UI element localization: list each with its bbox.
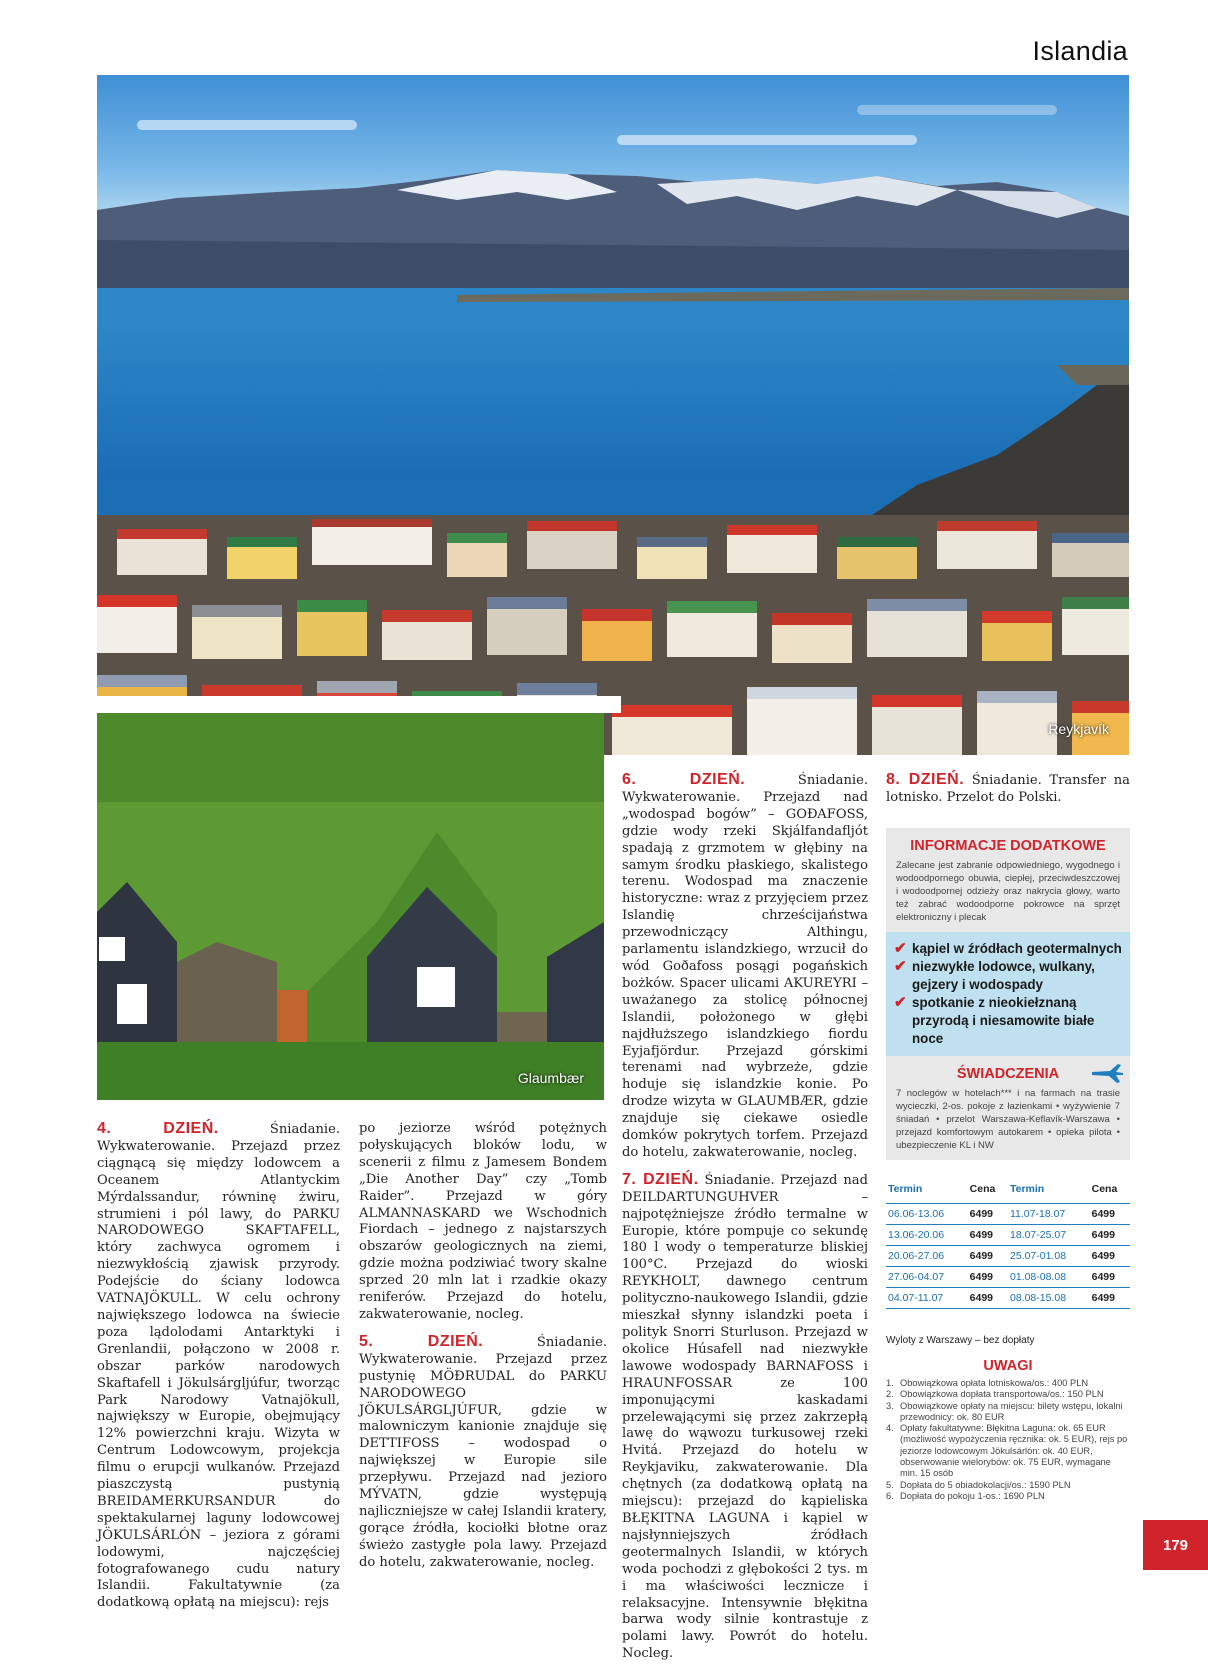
glaumbaer-caption: Glaumbær <box>517 1070 584 1086</box>
check-icon: ✔ <box>894 958 907 975</box>
highlight-item: ✔ spotkanie z nieokiełznaną przyrodą i niesamowite białe noce <box>894 994 1095 1046</box>
swiadczenia-header <box>886 1056 1130 1082</box>
swiadczenia-title: ŚWIADCZENIA <box>956 1066 1060 1082</box>
reykjavik-caption: Reykjavík <box>1048 721 1109 737</box>
column-2 <box>359 1121 607 1580</box>
coastline <box>857 365 1129 525</box>
day-4-text: Śniadanie. Wykwaterowanie. Przejazd przez ciągnącą się między lodowcem a Oceanem Atlantyckim Mýrdalssandur, równinę żwiru, strumieni i pól lawy, do PARKU NARODOWEGO SKAFTAFELL, który zachwyca ogromem i niezwykłością zjawisk przyrody. Podejście do ściany lodowca VATNAJÖKULL. W celu ochrony największego lodowca na świecie poza lądolodami Antarktyki i Grenlandii, połączono w 2008 r. obszar parków narodowych Skaftafell i Jökulsárgljúfur, tworząc Park Narodowy Vatnajökull, największy w Europie, obejmujący 12% powierzchni kraju. Wizyta w Centrum Lodowcowym, projekcja filmu o erupcji wulkanów. Przejazd piaszczystą pustynią BREIDAMERKURSANDUR do spektakularnej laguny lodowcowej JÖKULSÁRLÓN – jeziora z górami lodowymi, najczęściej fotografowanego cudu natury Islandii. Fakultatywnie (za dodatkową opłatą na miejscu): rejs <box>97 1122 340 1611</box>
day-4-heading: 4. DZIEŃ. <box>97 1120 219 1137</box>
table-row: 13.06-20.06 6499 18.07-25.07 6499 <box>886 1225 1130 1246</box>
table-row: 20.06-27.06 6499 25.07-01.08 6499 <box>886 1246 1130 1267</box>
price-table <box>886 1180 1130 1309</box>
info-title: INFORMACJE DODATKOWE <box>910 838 1106 854</box>
check-icon: ✔ <box>894 940 907 957</box>
mountain-range <box>97 170 1129 350</box>
day-8-text: Śniadanie. Transfer na lotnisko. Przelot do Polski. <box>886 773 1130 805</box>
list-item: 3. Obowiązkowe opłaty na miejscu: bilety wstępu, lokalni przewodnicy: ok. 80 EUR <box>886 1400 1123 1422</box>
day-6-text: Śniadanie. Wykwaterowanie. Przejazd nad „wodospad bogów” – GOÐAFOSS, gdzie wody rzeki Skjálfandafljót spadają z grzmotem w głębiny na samym środku płaskiego, skalistego terenu. Wodospad ma znaczenie historyczne: wraz z przyjęciem przez Islandię chrześcijaństwa przewodniczący Althingu, parlamentu islandzkiego, wrzucił do wód Goðafoss posągi pogańskich bożków. Spacer ulicami AKUREYRI – uważanego za stolicę północnej Islandii, położonego w głębi najdłuższego islandzkiego fiordu Eyjafjördur. Przejazd górskimi terenami nad wybrzeże, gdzie hoduje się islandzkie konie. Po drodze wizyta w GLAUMBÆR, gdzie znajduje się ciekawe osiedle domków pokrytych torfem. Przejazd do hotelu, zakwaterowanie, nocleg. <box>622 773 868 1160</box>
header-cena: Cena <box>969 1183 996 1195</box>
list-item: 1. Obowiązkowa opłata lotniskowa/os.: 400 PLN <box>886 1378 1089 1388</box>
info-box <box>886 828 1130 1160</box>
header-termin: Termin <box>888 1183 923 1195</box>
day-8-heading: 8. DZIEŃ. <box>886 771 965 788</box>
table-row: 06.06-13.06 6499 11.07-18.07 6499 <box>886 1204 1130 1225</box>
turf-houses <box>97 712 604 1100</box>
airplane-icon <box>1090 1062 1124 1084</box>
table-header-row <box>886 1180 1130 1204</box>
uwagi-list <box>886 1378 1130 1502</box>
departure-note: Wyloty z Warszawy – bez dopłaty <box>886 1335 1035 1346</box>
day-7-heading: 7. DZIEŃ. <box>622 1170 699 1188</box>
check-icon: ✔ <box>894 994 907 1011</box>
uwagi-title: UWAGI <box>983 1358 1033 1374</box>
page-number: 179 <box>1143 1520 1208 1570</box>
highlights-list <box>886 932 1130 1056</box>
day-5-heading: 5. DZIEŃ. <box>359 1332 484 1350</box>
table-row: 04.07-11.07 6499 08.08-15.08 6499 <box>886 1288 1130 1309</box>
page-title: Islandia <box>1032 36 1128 66</box>
day-7-text: Śniadanie. Przejazd nad DEILDARTUNGUHVER – najpotężniejsze źródło termalne w Europie, które pompuje co sekundę 180 l wody o temperaturze bliskiej 100°C. Przejazd do wioski REYKHOLT, dawnego centrum polityczno-naukowego Islandii, gdzie mieszkał słynny islandzki poeta i polityk Snorri Sturluson. Przejazd w okolice Húsafell nad niezwykłe lawowe wodospady BARNAFOSS i HRAUNFOSSAR ze 100 imponującymi kaskadami przelewającymi się przez zakrzepłą lawę do wąwozu turkusowej rzeki Hvitá. Przejazd do hotelu w Reykjaviku, zakwaterowanie. Dla chętnych (za dodatkową opłatą na miejscu): przejazd do kąpieliska BŁĘKITNA LAGUNA i kąpiel w najsłynniejszych źródłach geotermalnych Islandii, w których woda pochodzi z głębokości 2 tys. m i ma właściwości lecznicze i relaksacyjne. Intensywnie błękitna barwa wody silnie kontrastuje z polami lawy. Powrót do hotelu. Nocleg. <box>622 1172 868 1662</box>
list-item: 5. Dopłata do 5 obiadokolacji/os.: 1590 PLN <box>886 1479 1071 1490</box>
day-4-continued: po jeziorze wśród potężnych połyskujących bloków lodu, w scenerii z filmu z Jamesem Bondem „Die Another Day” czy „Tomb Raider”. Przejazd w góry ALMANNASKARD we Wschodnich Fiordach – jednego z najstarszych obszarów geologicznych na ziemi, gdzie można podziwiać twory skalne sprzed 20 mln lat i rzadkie okazy reniferów. Przejazd do hotelu, zakwaterowanie, nocleg. <box>359 1121 607 1322</box>
swiadczenia-text: 7 noclegów w hotelach*** i na farmach na trasie wycieczki, 2-os. pokoje z łazienkami • wyżywienie 7 śniadań • przelot Warszawa-Keflavík-Warszawa • przejazd komfortowym autokarem • opieka pilota • ubezpieczenie KL i NW <box>896 1088 1120 1151</box>
day-5-text: Śniadanie. Wykwaterowanie. Przejazd przez pustynię MÖÐRUDAL do PARKU NARODOWEGO JÖKULSÁRGLJÚFUR, gdzie w malowniczym kanionie znajduje się DETTIFOSS – wodospad o największej w Europie sile przepływu. Przejazd nad jezioro MÝVATN, gdzie występują najliczniejsze w całej Islandii kratery, gorące źródła, kociołki błotne oraz świeżo zastygłe pola lawy. Przejazd do hotelu, zakwaterowanie, nocleg. <box>359 1334 607 1570</box>
highlight-item: ✔ niezwykłe lodowce, wulkany, gejzery i wodospady <box>894 958 1095 992</box>
photo-frame <box>97 696 621 713</box>
header-termin: Termin <box>1009 1183 1045 1195</box>
list-item: 2. Obowiązkowa dopłata transportowa/os.: 150 PLN <box>886 1389 1104 1400</box>
glaumbaer-photo <box>97 712 604 1100</box>
info-text: Zalecane jest zabranie odpowiedniego, wygodnego i wodoodpornego obuwia, ciepłej, przeciwdeszczowej i wodoodpornej odzieży oraz nakrycia głowy, warto też zabrać wodoodporne pokrowce na sprzęt elektroniczny i plecak <box>896 860 1120 923</box>
column-3 <box>622 772 868 1671</box>
table-row: 27.06-04.07 6499 01.08-08.08 6499 <box>886 1267 1130 1288</box>
list-item: 6. Dopłata do pokoju 1-os.: 1690 PLN <box>886 1490 1045 1501</box>
header-cena: Cena <box>1091 1183 1118 1195</box>
list-item: 4. Opłaty fakultatywne: Błękitna Laguna: ok. 65 EUR (możliwość wypożyczenia ręcznika: ok. 5 EUR), rejs po jeziorze lodowcowym Jökulsárlón: ok. 40 EUR, obserwowanie wielorybów: ok. 75 EUR, wymagane min. 15 osób <box>886 1423 1128 1479</box>
day-6-heading: 6. DZIEŃ. <box>622 771 746 788</box>
highlight-item: ✔ kąpiel w źródłach geotermalnych <box>894 940 1122 957</box>
column-1 <box>97 1121 340 1620</box>
column-4 <box>886 772 1130 815</box>
reykjavik-photo <box>97 75 1129 755</box>
